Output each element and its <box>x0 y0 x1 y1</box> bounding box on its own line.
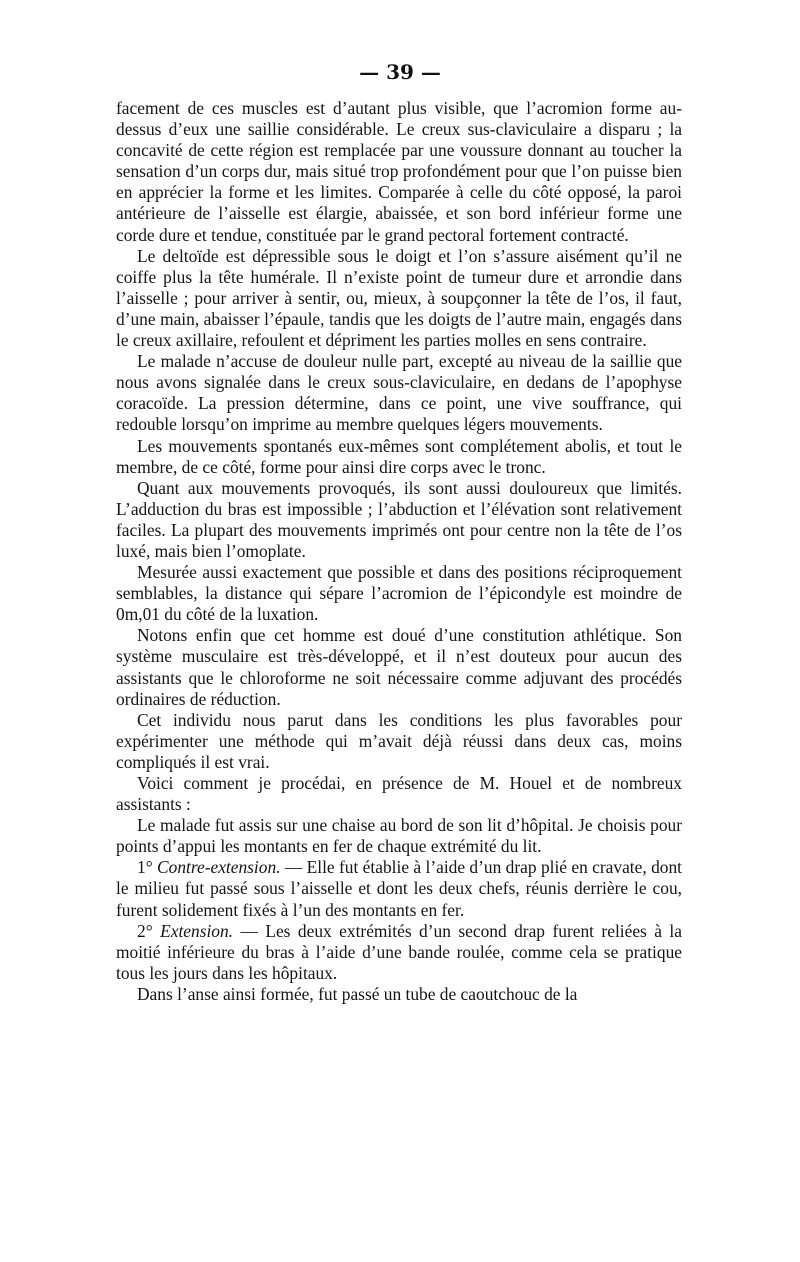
item-number: 1° <box>137 857 153 878</box>
paragraph: Notons enfin que cet homme est doué d’une constitution athlétique. Son système musculaire est très-développé, et il n’est douteux pour aucun des assistants que le chloroforme ne soit nécessaire comme adjuvant des procédés ordinaires de réduction. <box>116 625 682 709</box>
paragraph: Le malade n’accuse de douleur nulle part, excepté au niveau de la saillie que nous avons signalée dans le creux sous-claviculaire, en dedans de l’apophyse coracoïde. La pression détermine, dans ce point, une vive souffrance, qui redouble lorsqu’on imprime au membre quelques légers mouvements. <box>116 351 682 435</box>
numbered-paragraph <box>116 921 682 984</box>
page-number: — 39 — <box>359 60 441 84</box>
paragraph: Le malade fut assis sur une chaise au bord de son lit d’hôpital. Je choisis pour points d’appui les montants en fer de chaque extrémité du lit. <box>116 815 682 857</box>
item-number: 2° <box>137 920 153 941</box>
paragraph: Dans l’anse ainsi formée, fut passé un tube de caoutchouc de la <box>137 983 578 1004</box>
item-term: Extension. <box>160 920 234 941</box>
item-text: — Les deux extrémités d’un second drap furent reliées à la moitié inférieure du bras à l’aide d’une bande roulée, comme cela se pratique tous les jours dans les hôpitaux. <box>116 920 682 983</box>
item-text: — Elle fut établie à l’aide d’un drap plié en cravate, dont le milieu fut passé sous l’aisselle et dont les deux chefs, réunis derrière le cou, furent solidement fixés à l’un des montants en fer. <box>116 857 682 920</box>
numbered-paragraph <box>116 857 682 920</box>
paragraph: Les mouvements spontanés eux-mêmes sont complétement abolis, et tout le membre, de ce côté, forme pour ainsi dire corps avec le tronc. <box>116 435 682 477</box>
paragraph: Le deltoïde est dépressible sous le doigt et l’on s’assure aisément qu’il ne coiffe plus la tête humérale. Il n’existe point de tumeur dure et arrondie dans l’aisselle ; pour arriver à sentir, ou, mieux, à soupçonner la tête de l’os, il faut, d’une main, abaisser l’épaule, tandis que les doigts de l’autre main, engagés dans le creux axillaire, refoulent et dépriment les parties molles en sens contraire. <box>116 245 682 351</box>
paragraph: Quant aux mouvements provoqués, ils sont aussi douloureux que limités. L’adduction du bras est impossible ; l’abduction et l’élévation sont relativement faciles. La plupart des mouvements imprimés ont pour centre non la tête de l’os luxé, mais bien l’omoplate. <box>116 477 682 561</box>
item-term: Contre-extension. <box>157 857 281 878</box>
paragraph: facement de ces muscles est d’autant plus visible, que l’acromion forme au-dessus d’eux une saillie considérable. Le creux sus-claviculaire a disparu ; la concavité de cette région est remplacée par une voussure donnant au toucher la sensation d’un corps dur, mais situé trop profondément pour que l’on puisse bien en apprécier la forme et les limites. Comparée à celle du côté opposé, la paroi antérieure de l’aisselle est élargie, abaissée, et son bord inférieur forme une corde dure et tendue, constituée par le grand pectoral fortement contracté. <box>116 98 682 245</box>
paragraph: Mesurée aussi exactement que possible et dans des positions réciproquement semblables, la distance qui sépare l’acromion de l’épicondyle est moindre de 0m,01 du côté de la luxation. <box>116 562 682 625</box>
paragraph: Voici comment je procédai, en présence de M. Houel et de nombreux assistants : <box>116 773 682 815</box>
body-text <box>116 98 682 1005</box>
paragraph: Cet individu nous parut dans les conditions les plus favorables pour expérimenter une méthode qui m’avait déjà réussi dans deux cas, moins compliqués il est vrai. <box>116 709 682 772</box>
